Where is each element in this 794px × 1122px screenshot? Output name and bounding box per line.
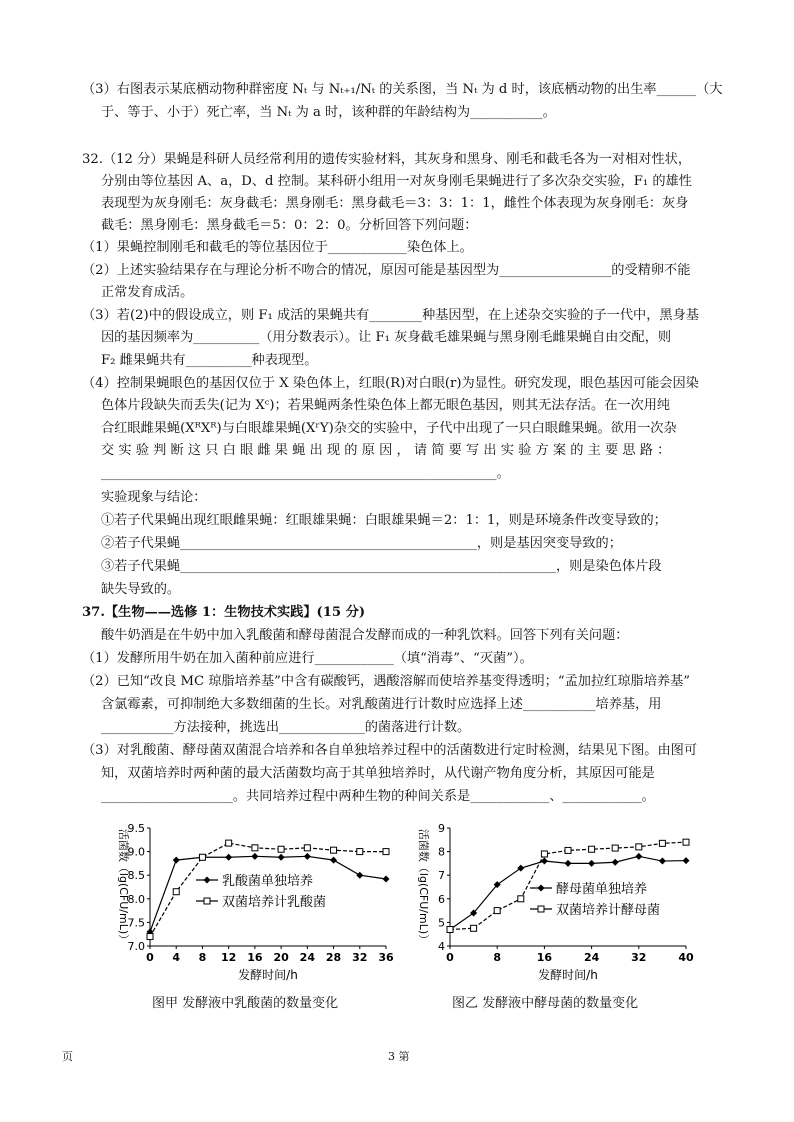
q32-part2-a: （2）上述实验结果存在与理论分析不吻合的情况，原因可能是基因型为_________________的受精卵不能 — [82, 263, 691, 278]
footer-left: 页 — [62, 1050, 73, 1063]
x-axis-label: 发酵时间/h — [538, 968, 598, 982]
q37-part2-b: 含氯霉素，可抑制绝大多数细菌的生长。对乳酸菌进行计数时应选择上述___________培养基，用 — [101, 697, 662, 712]
data-point — [304, 845, 310, 851]
y-tick-label: 4 — [438, 940, 445, 953]
data-point — [612, 859, 619, 866]
q31-3-line1: （3）右图表示某底栖动物种群密度 Nₜ 与 Nₜ₊₁/Nₜ 的关系图，当 Nₜ 为 d 时，该底栖动物的出生率______（大 — [82, 82, 723, 97]
y-axis-label: 活菌数（lg(CFU/mL)） — [417, 828, 430, 946]
x-tick-label: 4 — [172, 951, 181, 964]
data-point — [173, 857, 180, 864]
x-tick-label: 8 — [493, 951, 502, 964]
data-point — [636, 844, 642, 850]
x-tick-label: 32 — [631, 951, 647, 964]
data-point — [471, 925, 477, 931]
x-tick-label: 24 — [583, 951, 600, 964]
data-point — [447, 926, 453, 932]
data-point — [330, 857, 337, 864]
data-point — [517, 865, 524, 872]
x-tick-label: 24 — [299, 951, 315, 964]
x-tick-label: 8 — [198, 951, 207, 964]
legend-label: 双菌培养计酵母菌 — [556, 903, 661, 918]
legend-marker — [204, 898, 210, 904]
data-point — [683, 857, 690, 864]
q32-intro-2: 分别由等位基因 A、a，D、d 控制。某科研小组用一对灰身刚毛果蝇进行了多次杂交实验，F₁ 的雄性 — [101, 174, 692, 189]
legend-label: 乳酸菌单独培养 — [222, 874, 314, 889]
q32-part3-a: （3）若(2)中的假设成立，则 F₁ 成活的果蝇共有________种基因型，在上述杂交实验的子一代中，黑身基 — [82, 308, 699, 323]
legend-label: 酵母菌单独培养 — [556, 882, 648, 897]
y-tick-label: 5 — [438, 916, 445, 930]
q37-part3-b: 知，双菌培养时两种菌的最大活菌数均高于其单独培养时，从代谢产物角度分析，其原因可能是 — [101, 766, 655, 781]
q32-result-3-a: ③若子代果蝇_________________________________________________________，则是染色体片段 — [101, 559, 662, 574]
data-point — [588, 860, 595, 867]
data-point — [147, 934, 153, 940]
x-tick-label: 0 — [146, 951, 154, 964]
data-point — [541, 858, 548, 865]
y-tick-label: 9 — [438, 822, 445, 835]
q37-title: 37.【生物——选修 1：生物技术实践】(15 分) — [82, 605, 366, 620]
x-tick-label: 40 — [678, 951, 694, 964]
q32-intro-3: 表现型为灰身刚毛：灰身截毛：黑身刚毛：黑身截毛＝3：3：1：1，雌性个体表现为灰身刚毛：灰身 — [101, 196, 689, 211]
data-point — [589, 846, 595, 852]
x-tick-label: 20 — [273, 951, 289, 964]
chart-yeast — [408, 818, 698, 988]
q32-intro-1: 32.（12 分）果蝇是科研人员经常利用的遗传实验材料，其灰身和黑身、刚毛和截毛各为一对相对性状， — [82, 152, 692, 167]
data-point — [278, 854, 285, 861]
q32-part3-c: F₂ 雌果蝇共有__________种表现型。 — [101, 353, 318, 368]
data-point — [383, 849, 389, 855]
q32-part1: （1）果蝇控制刚毛和截毛的等位基因位于____________染色体上。 — [82, 240, 473, 255]
q32-part4-c: 合红眼雌果蝇(XᴿXᴿ)与白眼雄果蝇(XʳY)杂交的实验中，子代中出现了一只白眼雌果蝇。欲用一次杂 — [101, 421, 677, 436]
y-tick-label: 8.0 — [127, 892, 145, 906]
x-tick-label: 16 — [536, 951, 553, 964]
q32-intro-4: 截毛：黑身刚毛：黑身截毛＝5：0：2：0。分析回答下列问题： — [101, 218, 478, 233]
y-tick-label: 6 — [438, 892, 445, 906]
q32-part2-b: 正常发育成活。 — [101, 285, 194, 300]
q37-intro: 酸牛奶酒是在牛奶中加入乳酸菌和酵母菌混合发酵而成的一种乳饮料。回答下列有关问题： — [101, 628, 629, 643]
q32-part4-e: ____________________________________________________________。 — [101, 466, 510, 481]
data-point — [635, 853, 642, 860]
data-point — [331, 847, 337, 853]
legend-marker — [538, 906, 544, 912]
data-point — [199, 854, 205, 860]
data-point — [683, 839, 689, 845]
legend-label: 双菌培养计乳酸菌 — [222, 895, 327, 910]
x-tick-label: 32 — [352, 951, 368, 964]
y-tick-label: 8.5 — [127, 869, 145, 883]
q37-part3-a: （3）对乳酸菌、酵母菌双菌混合培养和各自单独培养过程中的活菌数进行定时检测，结果见下图。由图可 — [82, 743, 698, 758]
data-point — [659, 858, 666, 865]
data-point — [225, 854, 232, 861]
x-tick-label: 28 — [325, 951, 342, 964]
q37-part2-c: ___________方法接种，挑选出_____________的菌落进行计数。 — [101, 720, 471, 735]
data-point — [357, 849, 363, 855]
footer-page-number: 3 第 — [388, 1050, 410, 1063]
data-point — [659, 840, 665, 846]
q32-result-title: 实验现象与结论： — [101, 490, 207, 505]
x-axis-label: 发酵时间/h — [238, 968, 298, 982]
y-tick-label: 7.5 — [127, 916, 145, 930]
chart-a-caption: 图甲 发酵液中乳酸菌的数量变化 — [152, 996, 339, 1011]
q32-part4-b: 色体片段缺失而丢失(记为 Xᶜ)；若果蝇两条性染色体上都无眼色基因，则其无法存活。在一次用纯 — [101, 398, 671, 413]
y-axis-label: 活菌数（lg(CFU/mL)） — [117, 828, 130, 946]
q32-result-1: ①若子代果蝇出现红眼雌果蝇：红眼雄果蝇：白眼雄果蝇＝2：1：1，则是环境条件改变导致的； — [101, 513, 667, 528]
q37-part2-a: （2）已知“改良 MC 琼脂培养基”中含有碳酸钙，遇酸溶解而使培养基变得透明；“孟加拉红琼脂培养基” — [82, 674, 691, 689]
data-point — [304, 853, 311, 860]
data-point — [565, 860, 572, 867]
data-point — [518, 896, 524, 902]
q31-3-line2: 于、等于、小于）死亡率，当 Nₜ 为 a 时，该种群的年龄结构为___________。 — [101, 105, 556, 120]
x-tick-label: 12 — [221, 951, 237, 964]
x-tick-label: 36 — [378, 951, 394, 964]
y-tick-label: 8 — [438, 845, 445, 859]
q32-part4-d: 交 实 验 判 断 这 只 白 眼 雌 果 蝇 出 现 的 原 因 ， 请 简 要 写 出 实 验 方 案 的 主 要 思 路 ： — [101, 443, 671, 458]
q37-part1: （1）发酵所用牛奶在加入菌种前应进行____________（填“消毒”、“灭菌”）。 — [82, 651, 533, 666]
data-point — [541, 851, 547, 857]
q32-result-2: ②若子代果蝇_____________________________________________，则是基因突变导致的； — [101, 536, 622, 551]
data-point — [612, 845, 618, 851]
chart-lactic-acid-bacteria — [108, 818, 398, 988]
q32-result-3-b: 缺失导致的。 — [101, 582, 181, 597]
q37-part3-c: ____________________。共同培养过程中两种生物的种间关系是____________、____________。 — [101, 789, 655, 804]
x-tick-label: 0 — [446, 951, 454, 964]
legend-marker — [204, 877, 211, 884]
data-point — [494, 908, 500, 914]
y-tick-label: 9.0 — [127, 845, 145, 859]
y-tick-label: 9.5 — [127, 822, 145, 835]
data-point — [226, 840, 232, 846]
y-tick-label: 7 — [438, 869, 445, 883]
data-point — [278, 846, 284, 852]
data-point — [173, 889, 179, 895]
data-point — [383, 875, 390, 882]
legend-marker — [538, 885, 545, 892]
q32-part4-a: （4）控制果蝇眼色的基因仅位于 X 染色体上，红眼(R)对白眼(r)为显性。研究发现，眼色基因可能会因染 — [82, 376, 699, 391]
chart-b-caption: 图乙 发酵液中酵母菌的数量变化 — [452, 996, 639, 1011]
x-tick-label: 16 — [247, 951, 263, 964]
data-point — [565, 847, 571, 853]
data-point — [356, 872, 363, 879]
q32-part3-b: 因的基因频率为__________（用分数表示）。让 F₁ 灰身截毛雄果蝇与黑身刚毛雌果蝇自由交配，则 — [101, 330, 672, 345]
y-tick-label: 7.0 — [127, 940, 145, 953]
data-point — [252, 845, 258, 851]
data-point — [251, 853, 258, 860]
